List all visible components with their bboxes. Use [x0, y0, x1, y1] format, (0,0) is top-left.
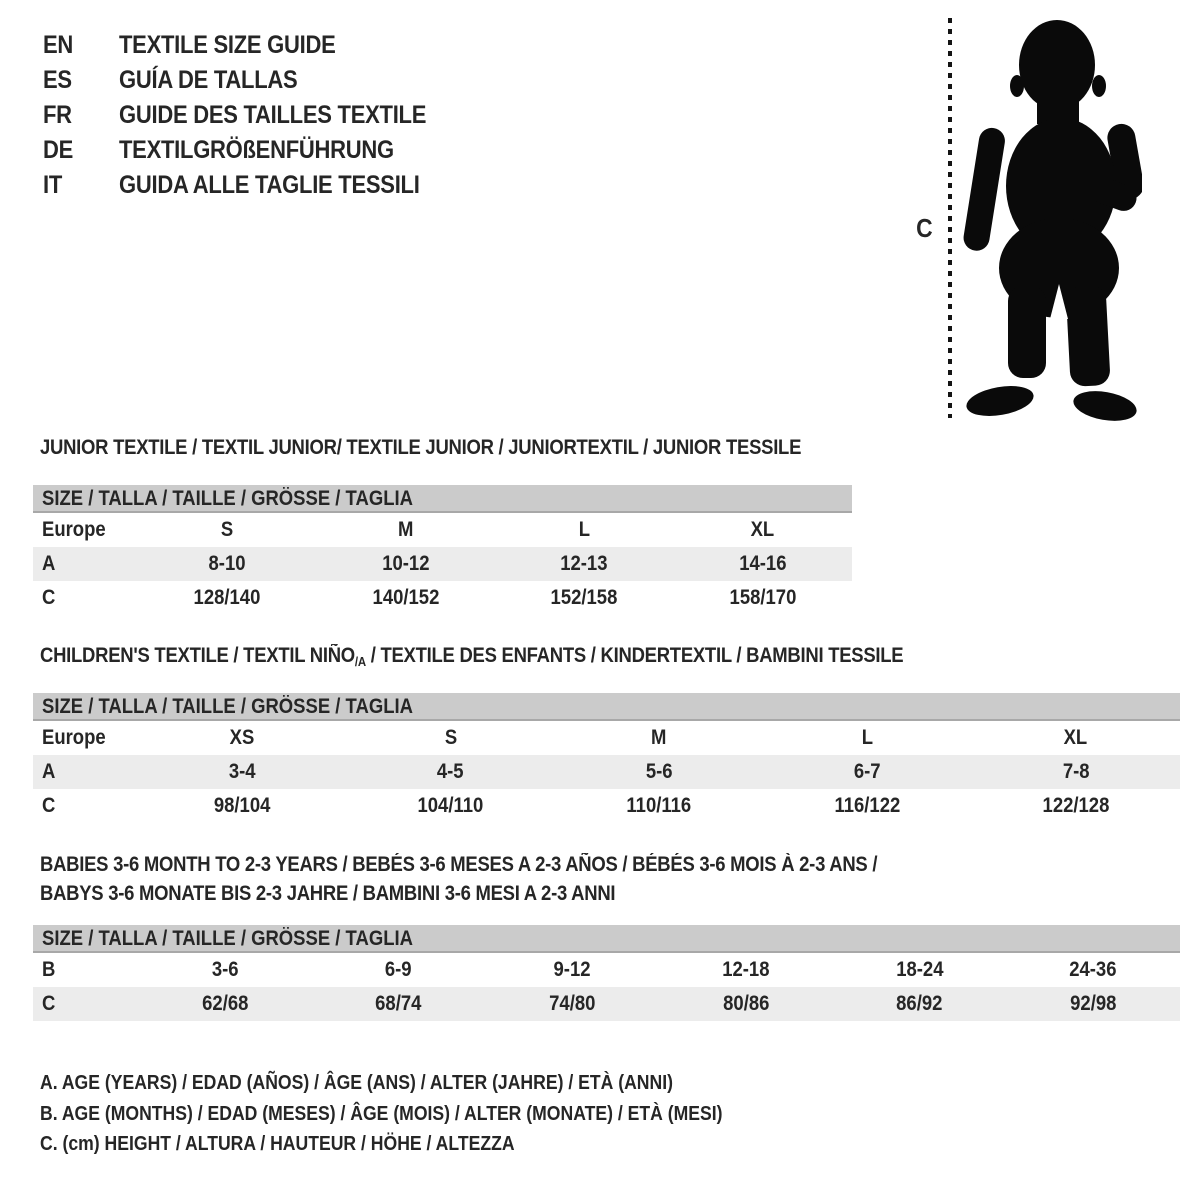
- guide-title: GUÍA DE TALLAS: [119, 66, 298, 94]
- age-value: 24-36: [1069, 958, 1117, 981]
- language-code: FR: [43, 101, 72, 129]
- table-row: [33, 581, 852, 615]
- row-label: C: [42, 794, 56, 817]
- table-row: [33, 513, 852, 547]
- age-value: 10-12: [382, 552, 430, 575]
- junior-size-table: [33, 485, 852, 615]
- row-label: C: [42, 992, 56, 1015]
- row-label: Europe: [42, 726, 106, 749]
- language-row: [43, 63, 468, 98]
- row-label: A: [42, 552, 56, 575]
- language-row: [43, 98, 468, 133]
- size-value: XS: [229, 726, 255, 749]
- age-value: 14-16: [739, 552, 787, 575]
- babies-section-title: BABIES 3-6 MONTH TO 2-3 YEARS / BEBÉS 3-6 MESES A 2-3 AÑOS / BÉBÉS 3-6 MOIS À 2-3 ANS / BABYS 3-6 MONATE BIS 2-3 JAHRE / BAMBINI 3-6 MESI A 2-3 ANNI: [40, 853, 878, 905]
- age-value: 4-5: [437, 760, 464, 783]
- row-label: C: [42, 586, 56, 609]
- size-value: XL: [1064, 726, 1088, 749]
- height-value: 74/80: [549, 992, 596, 1015]
- language-code: EN: [43, 31, 74, 59]
- height-value: 110/116: [626, 794, 692, 817]
- height-value: 116/122: [834, 794, 901, 817]
- legend-line-b: B. AGE (MONTHS) / EDAD (MESES) / ÂGE (MOIS) / ALTER (MONATE) / ETÀ (MESI): [40, 1102, 723, 1125]
- age-value: 7-8: [1062, 760, 1090, 783]
- height-value: 122/128: [1042, 794, 1110, 817]
- language-row: [43, 28, 468, 63]
- age-value: 9-12: [553, 958, 591, 981]
- size-value: S: [221, 518, 234, 541]
- age-value: 3-4: [228, 760, 256, 783]
- age-value: 6-9: [385, 958, 412, 981]
- table-row: [33, 755, 1180, 789]
- legend-line-a: A. AGE (YEARS) / EDAD (AÑOS) / ÂGE (ANS) / ALTER (JAHRE) / ETÀ (ANNI): [40, 1072, 673, 1094]
- height-measure-label: C: [915, 213, 933, 243]
- row-label: B: [42, 958, 56, 981]
- guide-title: GUIDE DES TAILLES TEXTILE: [119, 101, 427, 129]
- size-value: M: [398, 518, 414, 541]
- row-label: A: [42, 760, 56, 783]
- height-value: 80/86: [722, 992, 769, 1015]
- language-code: DE: [43, 136, 74, 164]
- baby-silhouette: [962, 16, 1142, 422]
- age-value: 18-24: [895, 958, 944, 981]
- children-size-table: [33, 693, 1180, 823]
- height-value: 152/158: [550, 586, 618, 609]
- language-row: [43, 133, 468, 168]
- size-header-bar: SIZE / TALLA / TAILLE / GRÖSSE / TAGLIA: [33, 693, 1180, 721]
- size-header-bar: SIZE / TALLA / TAILLE / GRÖSSE / TAGLIA: [33, 485, 852, 513]
- babies-size-table: [33, 925, 1180, 1021]
- height-measure-dashed-line: [948, 18, 952, 418]
- age-value: 3-6: [211, 958, 239, 981]
- height-value: 104/110: [417, 794, 484, 817]
- height-value: 86/92: [896, 992, 943, 1015]
- size-value: L: [578, 518, 590, 541]
- guide-title: TEXTILGRÖßENFÜHRUNG: [119, 136, 394, 164]
- height-value: 62/68: [201, 992, 248, 1015]
- age-value: 6-7: [854, 760, 881, 783]
- size-value: M: [651, 726, 667, 749]
- nino-a-subscript: /A: [354, 654, 366, 669]
- size-value: XL: [750, 518, 775, 541]
- legend-line-c: C. (cm) HEIGHT / ALTURA / HAUTEUR / HÖHE / ALTEZZA: [40, 1133, 515, 1155]
- age-value: 5-6: [645, 760, 673, 783]
- height-value: 140/152: [372, 586, 440, 609]
- children-section-title: CHILDREN'S TEXTILE / TEXTIL $NIÑO_{/A}$ / TEXTILE DES ENFANTS / KINDERTEXTIL / BAMBINI TESSILE: [40, 644, 904, 669]
- size-value: L: [861, 726, 874, 749]
- size-value: S: [444, 726, 457, 749]
- guide-title: TEXTILE SIZE GUIDE: [119, 31, 336, 59]
- age-value: 8-10: [208, 552, 246, 575]
- table-row: [33, 789, 1180, 823]
- language-code: IT: [43, 171, 63, 199]
- row-label: Europe: [42, 518, 106, 541]
- age-value: 12-13: [560, 552, 608, 575]
- junior-section-title: JUNIOR TEXTILE / TEXTIL JUNIOR/ TEXTILE JUNIOR / JUNIORTEXTIL / JUNIOR TESSILE: [40, 436, 802, 459]
- language-row: [43, 168, 468, 203]
- legend: [40, 1068, 816, 1160]
- language-title-list: [43, 28, 468, 203]
- language-code: ES: [43, 66, 72, 94]
- age-value: 12-18: [722, 958, 770, 981]
- table-row: [33, 721, 1180, 755]
- table-row: [33, 987, 1180, 1021]
- size-header-bar: SIZE / TALLA / TAILLE / GRÖSSE / TAGLIA: [33, 925, 1180, 953]
- table-row: [33, 547, 852, 581]
- height-value: 128/140: [193, 586, 261, 609]
- table-row: [33, 953, 1180, 987]
- height-value: 68/74: [375, 992, 422, 1015]
- height-value: 98/104: [213, 794, 271, 817]
- guide-title: GUIDA ALLE TAGLIE TESSILI: [119, 171, 420, 199]
- height-value: 92/98: [1070, 992, 1117, 1015]
- height-value: 158/170: [729, 586, 797, 609]
